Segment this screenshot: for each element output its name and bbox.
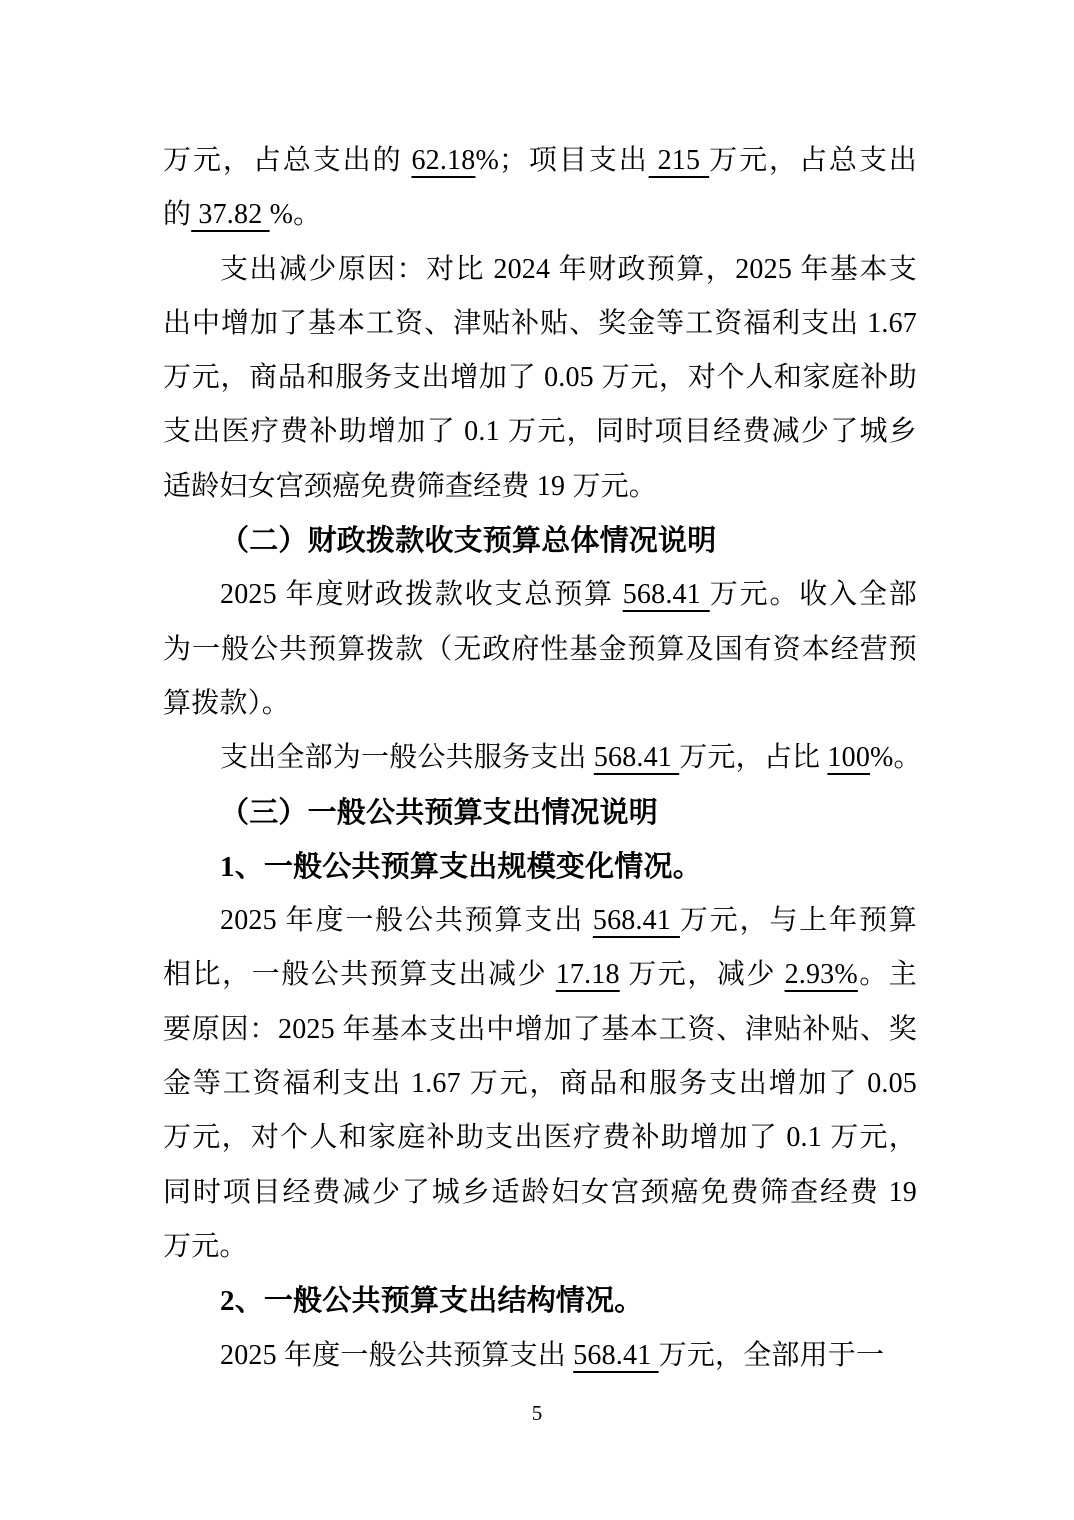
paragraph bbox=[163, 243, 917, 514]
text-line bbox=[163, 677, 917, 731]
text-run: 相比，一般公共预算支出减少 bbox=[163, 959, 556, 991]
text-run: 万元，对个人和家庭补助支出医疗费补助增加了 0.1 万元， bbox=[163, 1122, 917, 1154]
text-run: 2025 年度一般公共预算支出 bbox=[220, 905, 593, 937]
text-run: （三）一般公共预算支出情况说明 bbox=[220, 796, 659, 829]
text-line bbox=[163, 460, 917, 514]
document-body bbox=[163, 134, 922, 1383]
text-run: 万元，减少 bbox=[619, 959, 785, 991]
underlined-value: 17.18 bbox=[555, 959, 620, 991]
text-run: 万元，与上年预算 bbox=[679, 905, 917, 937]
heading bbox=[163, 514, 917, 568]
text-line bbox=[163, 514, 917, 568]
text-run: 万元。收入全部 bbox=[709, 579, 918, 611]
paragraph bbox=[163, 568, 917, 731]
text-run: 万元，全部用于一 bbox=[658, 1339, 885, 1371]
text-run: 万元，占总支出 bbox=[709, 145, 917, 176]
text-run: 为一般公共预算拨款（无政府性基金预算及国有资本经营预 bbox=[163, 633, 917, 665]
text-run: 金等工资福利支出 1.67 万元，商品和服务支出增加了 0.05 bbox=[163, 1068, 917, 1100]
text-line bbox=[163, 731, 922, 785]
paragraph bbox=[163, 134, 917, 243]
text-run: 同时项目经费减少了城乡适龄妇女宫颈癌免费筛查经费 19 bbox=[163, 1176, 917, 1208]
text-run: 2025 年度一般公共预算支出 bbox=[220, 1339, 574, 1371]
text-line bbox=[163, 568, 917, 622]
text-line bbox=[163, 243, 917, 297]
text-run: 的 bbox=[163, 199, 192, 231]
text-run: %。 bbox=[269, 199, 322, 231]
paragraph bbox=[163, 1329, 917, 1383]
text-line bbox=[163, 297, 917, 351]
underlined-value: 100 bbox=[827, 742, 871, 774]
text-run: 。主 bbox=[857, 959, 917, 991]
text-line bbox=[163, 1274, 917, 1328]
underlined-value: 568.41 bbox=[622, 579, 710, 611]
text-run: 支出医疗费补助增加了 0.1 万元，同时项目经费减少了城乡 bbox=[163, 416, 917, 448]
text-run: 万元，占比 bbox=[679, 742, 828, 774]
page-number: 5 bbox=[531, 1401, 543, 1425]
underlined-value: 62.18 bbox=[411, 145, 476, 176]
text-run: 出中增加了基本工资、津贴补贴、奖金等工资福利支出 1.67 bbox=[163, 307, 917, 339]
text-run: 支出减少原因：对比 2024 年财政预算，2025 年基本支 bbox=[220, 253, 917, 285]
text-line bbox=[163, 786, 917, 840]
text-run: 2025 年度财政拨款收支总预算 bbox=[220, 579, 623, 611]
text-line bbox=[163, 948, 917, 1002]
text-line bbox=[163, 351, 917, 405]
text-run: 万元，商品和服务支出增加了 0.05 万元，对个人和家庭补助 bbox=[163, 362, 917, 394]
text-line bbox=[163, 405, 917, 459]
underlined-value: 568.41 bbox=[592, 905, 680, 937]
text-run: %。 bbox=[870, 742, 922, 774]
text-line bbox=[163, 1003, 917, 1057]
paragraph bbox=[163, 894, 917, 1274]
heading bbox=[163, 840, 917, 894]
text-run: 要原因：2025 年基本支出中增加了基本工资、津贴补贴、奖 bbox=[163, 1013, 917, 1045]
underlined-value: 2.93% bbox=[784, 959, 858, 991]
text-run: 2、一般公共预算支出结构情况。 bbox=[220, 1285, 644, 1318]
text-line bbox=[163, 188, 917, 242]
text-run: （二）财政拨款收支预算总体情况说明 bbox=[220, 525, 717, 558]
heading bbox=[163, 1274, 917, 1328]
underlined-value: 215 bbox=[648, 145, 710, 176]
text-run: 算拨款）。 bbox=[163, 687, 291, 719]
text-run: %；项目支出 bbox=[475, 145, 649, 176]
text-run: 万元，占总支出的 bbox=[163, 145, 412, 176]
text-line bbox=[163, 1111, 917, 1165]
text-run: 万元。 bbox=[163, 1230, 248, 1262]
underlined-value: 568.41 bbox=[573, 1339, 659, 1371]
heading bbox=[163, 786, 917, 840]
text-line bbox=[163, 1057, 917, 1111]
paragraph bbox=[163, 731, 922, 785]
underlined-value: 568.41 bbox=[593, 742, 680, 774]
text-line bbox=[163, 134, 917, 188]
text-line bbox=[163, 1329, 917, 1383]
text-line bbox=[163, 1220, 917, 1274]
text-line bbox=[163, 1166, 917, 1220]
text-line bbox=[163, 623, 917, 677]
text-run: 支出全部为一般公共服务支出 bbox=[220, 742, 594, 774]
text-line bbox=[163, 894, 917, 948]
underlined-value: 37.82 bbox=[191, 199, 270, 231]
text-run: 适龄妇女宫颈癌免费筛查经费 19 万元。 bbox=[163, 470, 658, 502]
text-run: 1、一般公共预算支出规模变化情况。 bbox=[220, 850, 702, 883]
text-line bbox=[163, 840, 917, 894]
